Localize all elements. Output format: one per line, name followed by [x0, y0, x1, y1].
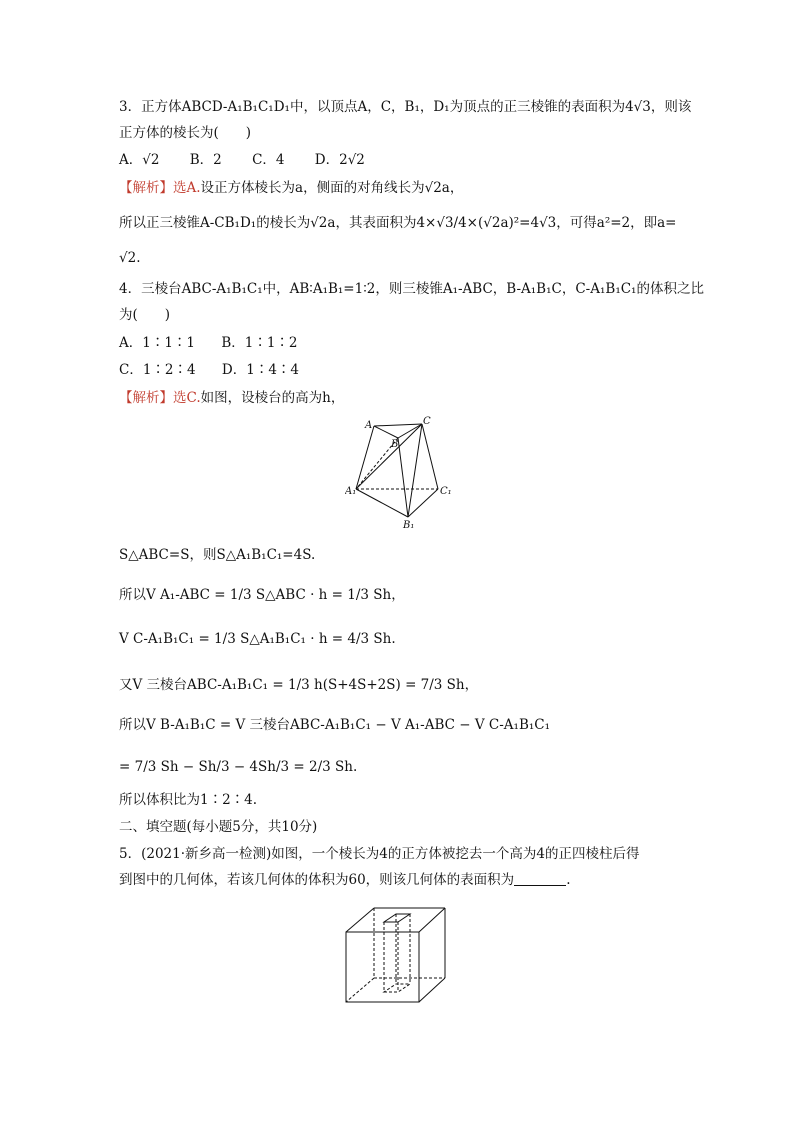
q3-solution-choice: 选A.: [173, 180, 201, 196]
q3-option-d: D．2√2: [314, 152, 365, 168]
q4-eq3: V C-A₁B₁C₁ = 1/3 S△A₁B₁C₁ · h = 4/3 Sh.: [119, 631, 396, 647]
q3-solution-text: 设正方体棱长为a，侧面的对角线长为√2a，: [200, 180, 464, 196]
q4-options-row1: [119, 334, 324, 352]
q4-eq2: 所以V A₁-ABC = 1/3 S△ABC · h = 1/3 Sh，: [119, 587, 405, 603]
q4-options-row2: [119, 361, 325, 379]
q3-solution-line1: [119, 179, 463, 197]
q3-solution-tag: 【解析】: [119, 180, 173, 196]
q4-stem-line2: 为( ): [119, 307, 171, 323]
q5-stem-end: .: [566, 872, 571, 888]
q4-option-d: D．1∶4∶4: [221, 362, 299, 378]
q4-eq6: = 7/3 Sh − Sh/3 − 4Sh/3 = 2/3 Sh.: [119, 759, 358, 775]
hollow-cube-figure: [340, 904, 470, 1004]
q4-option-c: C．1∶2∶4: [119, 362, 196, 378]
label-a: A: [365, 420, 373, 431]
q3-option-b: B．2: [189, 152, 222, 168]
q4-stem-line1: 4．三棱台ABC-A₁B₁C₁中，AB∶A₁B₁=1∶2，则三棱锥A₁-ABC，B-A₁B₁C，C-A₁B₁C₁的体积之比: [119, 281, 704, 297]
q5-stem-text: 到图中的几何体，若该几何体的体积为60，则该几何体的表面积为: [119, 872, 515, 888]
answer-blank: [514, 873, 566, 886]
q3-option-c: C．4: [252, 152, 285, 168]
q4-eq5: 所以V B-A₁B₁C = V 三棱台ABC-A₁B₁C₁ − V A₁-ABC − V C-A₁B₁C₁: [119, 717, 551, 733]
label-b: B: [391, 439, 399, 450]
label-a1: A₁: [345, 486, 357, 497]
q4-option-a: A．1∶1∶1: [119, 335, 196, 351]
q3-stem-line2: 正方体的棱长为( ): [119, 125, 252, 141]
label-c1: C₁: [440, 486, 452, 497]
q4-solution-tag: 【解析】: [119, 390, 173, 406]
q4-solution-text: 如图，设棱台的高为h，: [200, 390, 345, 406]
q3-solution-line3: √2.: [119, 250, 141, 266]
q4-eq1: S△ABC=S，则S△A₁B₁C₁=4S.: [119, 547, 316, 563]
q3-options: [119, 151, 391, 169]
q5-stem-line1: 5．(2021·新乡高一检测)如图，一个棱长为4的正方体被挖去一个高为4的正四棱柱后得: [119, 846, 640, 862]
q4-eq4: 又V 三棱台ABC-A₁B₁C₁ = 1/3 h(S+4S+2S) = 7/3 Sh，: [119, 677, 479, 693]
q4-conclusion: 所以体积比为1∶2∶4.: [119, 792, 258, 808]
q4-solution-line: [119, 389, 344, 407]
q5-stem-line2: [119, 871, 570, 889]
label-c: C: [423, 416, 431, 427]
q3-option-a: A．√2: [119, 152, 160, 168]
frustum-figure: [345, 414, 455, 534]
q3-stem-line1: 3．正方体ABCD-A₁B₁C₁D₁中，以顶点A，C，B₁，D₁为顶点的正三棱锥的表面积为4√3，则该: [119, 99, 692, 115]
q4-solution-choice: 选C.: [173, 390, 201, 406]
section-heading: 二、填空题(每小题5分，共10分): [119, 819, 318, 835]
q3-solution-line2: 所以正三棱锥A-CB₁D₁的棱长为√2a，其表面积为4×√3/4×(√2a)²=4√3，可得a²=2，即a=: [119, 215, 677, 231]
q4-option-b: B．1∶1∶2: [221, 335, 298, 351]
label-b1: B₁: [403, 520, 415, 531]
